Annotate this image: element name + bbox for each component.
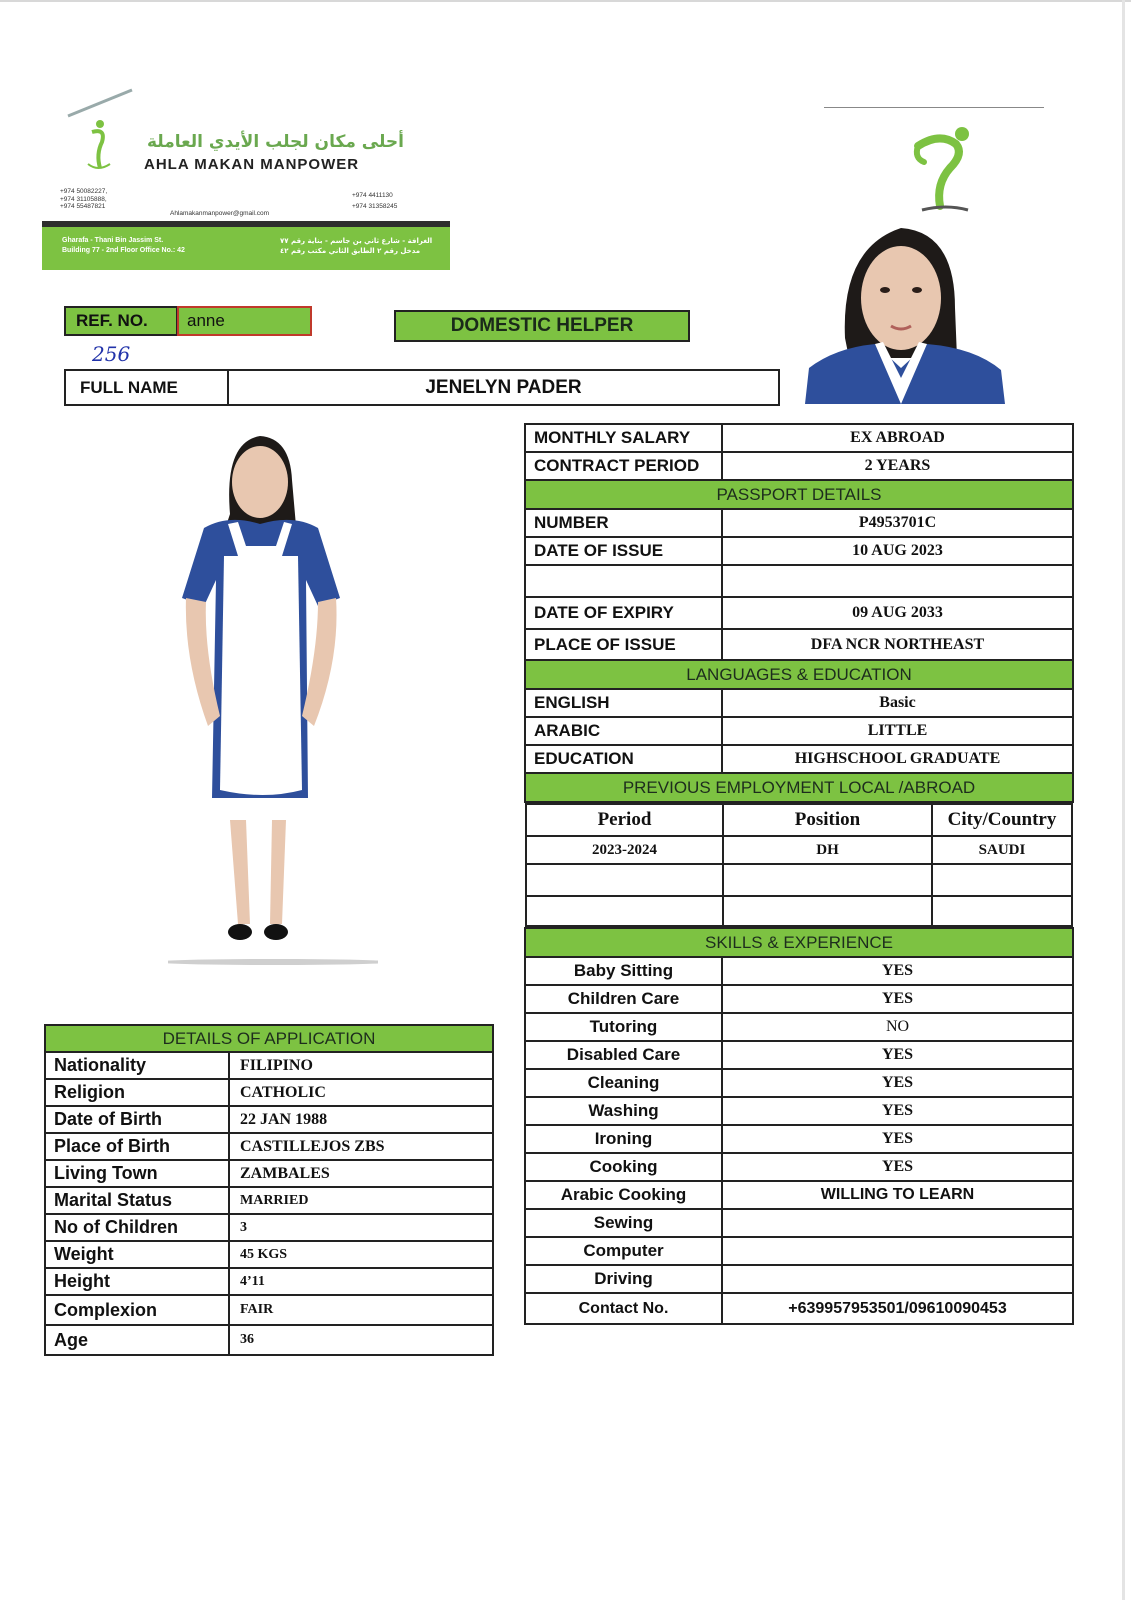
- children-count-value: 3: [229, 1214, 493, 1241]
- education-value: HIGHSCHOOL GRADUATE: [722, 745, 1073, 773]
- table-row: [525, 1125, 1073, 1153]
- employment-header-position: Position: [723, 804, 932, 836]
- section-header: [525, 480, 1073, 509]
- table-row: [525, 509, 1073, 537]
- passport-number-value: P4953701C: [722, 509, 1073, 537]
- employment-position-cell: [723, 896, 932, 926]
- skill-label: Arabic Cooking: [525, 1181, 722, 1209]
- skill-label: Computer: [525, 1237, 722, 1265]
- employment-section-title: PREVIOUS EMPLOYMENT LOCAL /ABROAD: [525, 773, 1073, 802]
- employment-period-cell: [526, 896, 723, 926]
- languages-section-title: LANGUAGES & EDUCATION: [525, 660, 1073, 689]
- contact-number-label: Contact No.: [525, 1293, 722, 1324]
- table-row: [525, 957, 1073, 985]
- skill-value: YES: [722, 985, 1073, 1013]
- table-row: [525, 1209, 1073, 1237]
- place-of-issue-value: DFA NCR NORTHEAST: [722, 629, 1073, 660]
- full-name-value: JENELYN PADER: [425, 376, 582, 398]
- age-label: Age: [45, 1325, 229, 1355]
- table-row: [525, 745, 1073, 773]
- table-row: [525, 1181, 1073, 1209]
- place-of-birth-value: CASTILLEJOS ZBS: [229, 1133, 493, 1160]
- agency-address-arabic: الغرافة - شارع ثاني بن جاسم - بناية رقم ٧٧ مدخل رقم ٢ الطابق الثاني مكتب رقم ٤٢: [280, 237, 433, 255]
- table-row: [526, 896, 1072, 926]
- passport-section-title: PASSPORT DETAILS: [525, 480, 1073, 509]
- table-row: [45, 1325, 493, 1355]
- scan-edge-right: [1122, 0, 1125, 1600]
- applicant-portrait-photo: [805, 218, 1005, 404]
- table-row: [525, 802, 1073, 928]
- marital-status-label: Marital Status: [45, 1187, 229, 1214]
- table-row: [45, 1241, 493, 1268]
- monthly-salary-label: MONTHLY SALARY: [525, 424, 722, 452]
- skill-value: WILLING TO LEARN: [722, 1181, 1073, 1209]
- skill-value: YES: [722, 1153, 1073, 1181]
- skill-value: [722, 1237, 1073, 1265]
- section-header: [525, 773, 1073, 802]
- skill-label: Sewing: [525, 1209, 722, 1237]
- date-of-issue-label: DATE OF ISSUE: [525, 537, 722, 565]
- scan-edge-top: [0, 0, 1131, 2]
- employment-header-city: City/Country: [932, 804, 1072, 836]
- contract-period-value: 2 YEARS: [722, 452, 1073, 480]
- applicant-details-table: [524, 423, 1074, 1325]
- table-row: [45, 1052, 493, 1079]
- employment-city-cell: [932, 896, 1072, 926]
- passport-number-label: NUMBER: [525, 509, 722, 537]
- table-row: [525, 1069, 1073, 1097]
- blank-value: [722, 565, 1073, 597]
- skill-label: Cleaning: [525, 1069, 722, 1097]
- section-header: [45, 1025, 493, 1052]
- agency-email: Ahlamakanmanpower@gmail.com: [170, 210, 270, 217]
- table-row: [45, 1160, 493, 1187]
- skill-value: [722, 1209, 1073, 1237]
- table-row: [525, 537, 1073, 565]
- full-name-label: FULL NAME: [66, 371, 229, 404]
- marital-status-value: MARRIED: [229, 1187, 493, 1214]
- skills-section-title: SKILLS & EXPERIENCE: [525, 928, 1073, 957]
- table-row: [525, 597, 1073, 629]
- arabic-value: LITTLE: [722, 717, 1073, 745]
- skill-label: Children Care: [525, 985, 722, 1013]
- table-row: [45, 1187, 493, 1214]
- full-name-row: [64, 369, 780, 406]
- employment-table: [525, 803, 1073, 927]
- table-row: [525, 717, 1073, 745]
- table-row: [526, 864, 1072, 896]
- agency-address-english: Gharafa - Thani Bin Jassim St. Building 77 - 2nd Floor Office No.: 42: [62, 237, 185, 254]
- table-row: [45, 1214, 493, 1241]
- date-of-birth-value: 22 JAN 1988: [229, 1106, 493, 1133]
- date-of-issue-value: 10 AUG 2023: [722, 537, 1073, 565]
- monthly-salary-value: EX ABROAD: [722, 424, 1073, 452]
- children-count-label: No of Children: [45, 1214, 229, 1241]
- table-row: [45, 1106, 493, 1133]
- skill-label: Driving: [525, 1265, 722, 1293]
- date-of-birth-label: Date of Birth: [45, 1106, 229, 1133]
- religion-value: CATHOLIC: [229, 1079, 493, 1106]
- living-town-label: Living Town: [45, 1160, 229, 1187]
- skill-label: Cooking: [525, 1153, 722, 1181]
- table-row: [525, 1237, 1073, 1265]
- application-section-title: DETAILS OF APPLICATION: [45, 1025, 493, 1052]
- skill-value: YES: [722, 1125, 1073, 1153]
- contract-period-label: CONTRACT PERIOD: [525, 452, 722, 480]
- english-value: Basic: [722, 689, 1073, 717]
- employment-header-period: Period: [526, 804, 723, 836]
- complexion-value: FAIR: [229, 1295, 493, 1325]
- handwritten-ref-number: 256: [92, 342, 131, 366]
- place-of-birth-label: Place of Birth: [45, 1133, 229, 1160]
- table-row: [525, 1153, 1073, 1181]
- height-label: Height: [45, 1268, 229, 1295]
- table-row: [525, 689, 1073, 717]
- height-value: 4’11: [229, 1268, 493, 1295]
- skill-value: YES: [722, 1097, 1073, 1125]
- employment-city-cell: [932, 864, 1072, 896]
- skill-label: Disabled Care: [525, 1041, 722, 1069]
- skill-value: YES: [722, 957, 1073, 985]
- skill-value: NO: [722, 1013, 1073, 1041]
- religion-label: Religion: [45, 1079, 229, 1106]
- skill-label: Tutoring: [525, 1013, 722, 1041]
- agency-name-english: AHLA MAKAN MANPOWER: [144, 156, 360, 173]
- agency-header-card: [42, 108, 450, 270]
- table-row: [525, 424, 1073, 452]
- table-row: [45, 1268, 493, 1295]
- table-row: [526, 836, 1072, 864]
- table-row: [525, 565, 1073, 597]
- agency-phones-right: +974 4411130 +974 31358245: [352, 192, 398, 210]
- document-type-title: DOMESTIC HELPER: [394, 310, 690, 342]
- applicant-full-body-photo: [168, 430, 378, 980]
- ref-number-value: anne: [177, 306, 312, 336]
- agency-logo-icon: [62, 114, 132, 176]
- employment-header-row: [526, 804, 1072, 836]
- section-header: [525, 660, 1073, 689]
- section-header: [525, 928, 1073, 957]
- skill-label: Ironing: [525, 1125, 722, 1153]
- weight-label: Weight: [45, 1241, 229, 1268]
- table-row: [525, 1041, 1073, 1069]
- table-row: [525, 452, 1073, 480]
- employment-position-cell: [723, 864, 932, 896]
- table-row: [45, 1133, 493, 1160]
- date-of-expiry-value: 09 AUG 2033: [722, 597, 1073, 629]
- agency-name-arabic: أحلى مكان لجلب الأيدي العاملة: [147, 132, 405, 152]
- weight-value: 45 KGS: [229, 1241, 493, 1268]
- application-details-table: [44, 1024, 494, 1356]
- table-row: [45, 1295, 493, 1325]
- place-of-issue-label: PLACE OF ISSUE: [525, 629, 722, 660]
- table-row: [525, 1097, 1073, 1125]
- employment-subtable-cell: [525, 802, 1073, 928]
- ref-number-label: REF. NO.: [64, 306, 178, 336]
- skill-value: YES: [722, 1041, 1073, 1069]
- table-row: [525, 1293, 1073, 1324]
- employment-period-cell: 2023-2024: [526, 836, 723, 864]
- age-value: 36: [229, 1325, 493, 1355]
- living-town-value: ZAMBALES: [229, 1160, 493, 1187]
- employment-period-cell: [526, 864, 723, 896]
- skill-label: Washing: [525, 1097, 722, 1125]
- table-row: [525, 629, 1073, 660]
- nationality-label: Nationality: [45, 1052, 229, 1079]
- date-of-expiry-label: DATE OF EXPIRY: [525, 597, 722, 629]
- skill-value: YES: [722, 1069, 1073, 1097]
- agency-logo-small-icon: [910, 124, 980, 216]
- education-label: EDUCATION: [525, 745, 722, 773]
- table-row: [45, 1079, 493, 1106]
- skill-value: [722, 1265, 1073, 1293]
- employment-city-cell: SAUDI: [932, 836, 1072, 864]
- skill-label: Baby Sitting: [525, 957, 722, 985]
- table-row: [525, 1265, 1073, 1293]
- employment-position-cell: DH: [723, 836, 932, 864]
- complexion-label: Complexion: [45, 1295, 229, 1325]
- table-row: [525, 1013, 1073, 1041]
- english-label: ENGLISH: [525, 689, 722, 717]
- contact-number-value: +639957953501/09610090453: [722, 1293, 1073, 1324]
- scan-line: [824, 107, 1044, 108]
- agency-phones-left: +974 50082227, +974 31105888, +974 55487821: [60, 188, 108, 210]
- nationality-value: FILIPINO: [229, 1052, 493, 1079]
- blank-label: [525, 565, 722, 597]
- arabic-label: ARABIC: [525, 717, 722, 745]
- table-row: [525, 985, 1073, 1013]
